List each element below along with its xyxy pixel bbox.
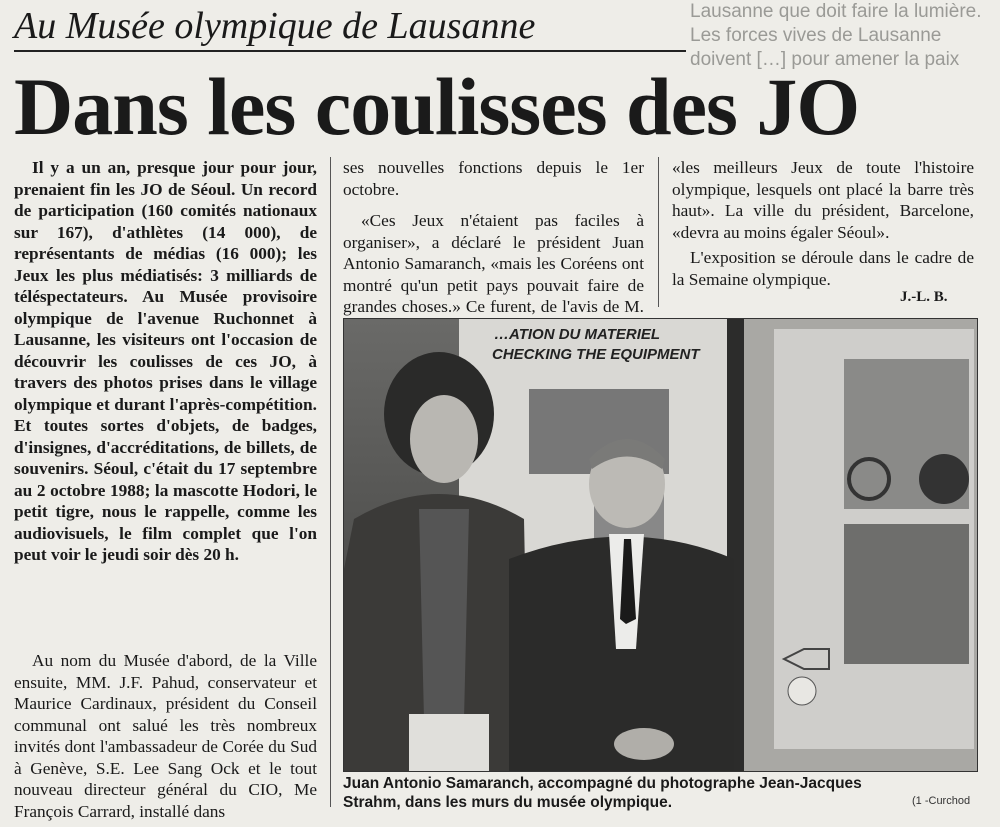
news-photo xyxy=(343,318,978,772)
panel-text: CHECKING THE EQUIPMENT xyxy=(492,346,700,363)
headline: Dans les coulisses des JO xyxy=(14,61,860,152)
column-3 xyxy=(672,157,974,290)
hands xyxy=(614,728,674,760)
photo-illustration xyxy=(344,319,977,771)
author-signature: J.-L. B. xyxy=(900,289,948,305)
athlete-photo xyxy=(844,524,969,664)
paragraph: Au nom du Musée d'abord, de la Ville ensuite, MM. J.F. Pahud, conservateur et Maurice Cardinaux, président du Conseil communal ont salué les très nombreux invités dont l'ambassadeur de Corée du Sud à Genève, S.E. Lee Sang Ock et le tout nouveau directeur général du CIO, Me François Carrard, installé dans xyxy=(14,651,317,821)
photo-credit: (1 -Curchod xyxy=(912,795,971,807)
panel-text: …ATION DU MATERIEL xyxy=(494,326,661,343)
bleed-through-text: Lausanne que doit faire la lumière. Les forces vives de Lausanne doivent […] pour amener la paix xyxy=(690,1,982,70)
paragraph: L'exposition se déroule dans le cadre de la Semaine olympique. xyxy=(672,248,974,289)
photographer-face xyxy=(410,395,478,483)
column-rule-2 xyxy=(658,157,659,307)
paragraph: «les meilleurs Jeux de toute l'histoire olympique, lesquels ont placé la barre très haut». La ville du président, Barcelone, «devra au moins égaler Séoul». xyxy=(672,158,974,242)
column-2 xyxy=(343,157,644,339)
paragraph: «Ces Jeux n'étaient pas faciles à organiser», a déclaré le président Juan Antonio Samaranch, «mais les Coréens ont montré qu'un petit pays pouvait faire de grandes choses.» Ce furent, de l'avis de M. xyxy=(343,211,644,316)
column-1 xyxy=(14,157,317,566)
column-rule-1 xyxy=(330,157,331,807)
photo-caption: Juan Antonio Samaranch, accompagné du photographe Jean-Jacques Strahm, dans les murs du musée olympique. xyxy=(343,775,862,811)
kicker-rule xyxy=(14,50,686,52)
column-1-continued xyxy=(14,650,317,822)
paragraph: ses nouvelles fonctions depuis le 1er octobre. xyxy=(343,158,644,199)
kicker: Au Musée olympique de Lausanne xyxy=(14,5,536,47)
lead-paragraph: Il y a un an, presque jour pour jour, prenaient fin les JO de Séoul. Un record de participation (160 comités nationaux sur 167), d'athlètes (14 000), de représentants de médias (16 000); les Jeux les plus médiatisés: 3 milliards de téléspectateurs. Au Musée provisoire olympique de l'avenue Ruchonnet à Lausanne, les visiteurs ont l'occasion de découvrir les coulisses de ces JO, à travers des photos prises dans le village olympique et durant l'après-compétition. Et toutes sortes d'objets, de badges, d'insignes, d'accréditations, de billets, de souvenirs. Séoul, c'était du 17 septembre au 2 octobre 1988; la mascotte Hodori, le petit tigre, nous le rappelle, comme les audiovisuels, le film complet que l'on peut voir le jeudi soir dès 20 h. xyxy=(14,158,317,564)
mascot-drawing xyxy=(788,677,816,705)
